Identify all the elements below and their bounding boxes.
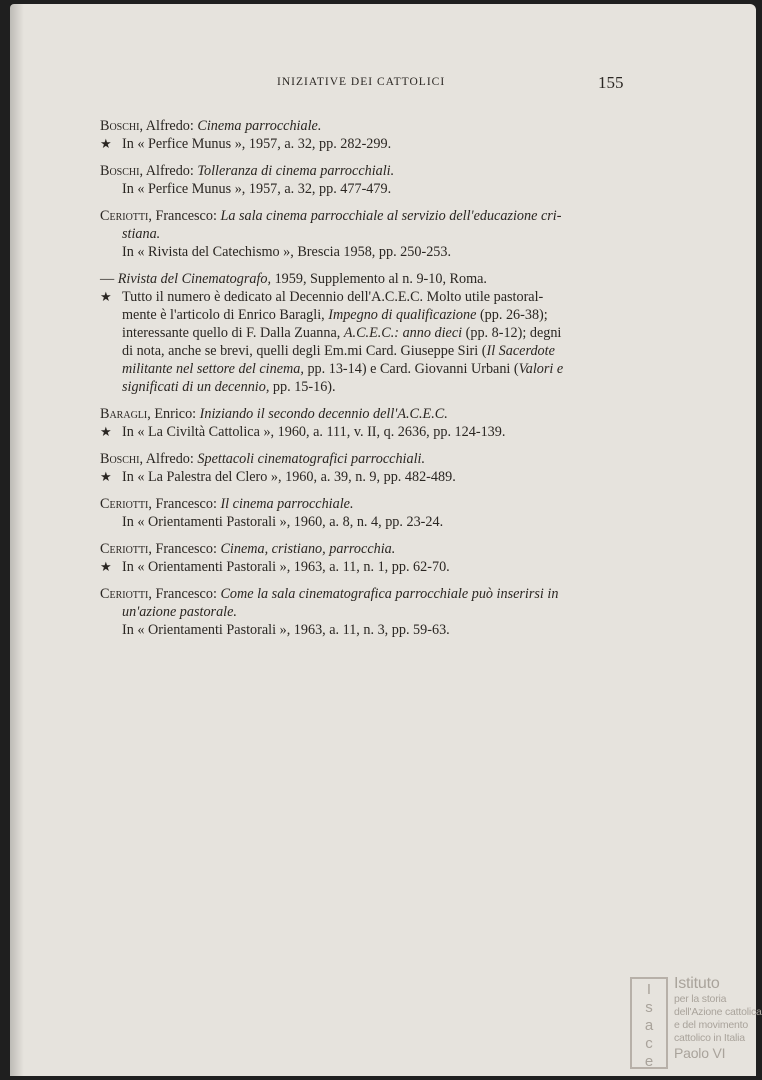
entry-note: ★ Tutto il numero è dedicato al Decennio dell'A.C.E.C. Molto utile pastoral- mente è l'articolo di Enrico Baragli, Impegno di qualificazione (pp. 26-38); interessante quello di F. Dalla Zuanna, A.C.E.C.: anno dieci (pp. 8-12); degni di nota, anche se brevi, quelli degli Em.mi Card. Giuseppe Siri (Il Sacerdote militante nel settore del cinema, pp. 13-14) e Card. Giovanni Urbani (Valori e significati di un decennio, pp. 15-16). (100, 289, 564, 395)
entry-author: Ceriotti (100, 208, 149, 224)
entry-title-continued: un'azione pastorale. (122, 604, 237, 620)
bibliography-entry: Ceriotti, Francesco: Come la sala cinematografica parrocchiale può inserirsi in un'azione pastorale. In « Orientamenti Pastorali », 1963, a. 11, n. 3, pp. 59-63. (100, 586, 559, 638)
entry-author: Boschi (100, 451, 140, 467)
entry-title: Rivista del Cinematografo, (117, 271, 272, 287)
entry-title: Iniziando il secondo decennio dell'A.C.E.C. (199, 406, 448, 422)
star-icon: ★ (100, 136, 112, 151)
entry-publication: In « La Civiltà Cattolica », 1960, a. 111, v. II, q. 2636, pp. 124-139. (122, 424, 506, 440)
entry-author: Boschi (100, 163, 140, 179)
entry-author: Boschi (100, 118, 140, 134)
entry-author: Ceriotti (100, 496, 149, 512)
bibliography-entry: Boschi, Alfredo: Spettacoli cinematografici parrocchiali. ★ In « La Palestra del Clero », 1960, a. 39, n. 9, pp. 482-489. (100, 451, 456, 485)
page-gutter-shadow (10, 4, 24, 1076)
star-icon: ★ (100, 289, 112, 304)
watermark-logo: I s a c e (630, 977, 668, 1069)
entry-publication: In « La Palestra del Clero », 1960, a. 39, n. 9, pp. 482-489. (122, 469, 456, 485)
entry-title: Come la sala cinematografica parrocchiale può inserirsi in (220, 586, 559, 602)
bibliography-entry: — Rivista del Cinematografo, 1959, Supplemento al n. 9-10, Roma. ★ Tutto il numero è dedicato al Decennio dell'A.C.E.C. Molto utile pastoral- mente è l'articolo di Enrico Baragli, Impegno di qualificazione (pp. 26-38); interessante quello di F. Dalla Zuanna, A.C.E.C.: anno dieci (pp. 8-12); degni di nota, anche se brevi, quelli degli Em.mi Card. Giuseppe Siri (Il Sacerdote militante nel settore del cinema, pp. 13-14) e Card. Giovanni Urbani (Valori e significati di un decennio, pp. 15-16). (100, 270, 630, 396)
entry-publication: In « Perfice Munus », 1957, a. 32, pp. 477-479. (122, 181, 392, 197)
entry-title: La sala cinema parrocchiale al servizio dell'educazione cri- (220, 208, 562, 224)
star-icon: ★ (100, 559, 112, 574)
entry-publication: In « Orientamenti Pastorali », 1963, a. 11, n. 1, pp. 62-70. (122, 559, 450, 575)
watermark-text: Istituto per la storia dell'Azione cattolica e del movimento cattolico in Italia Paolo VI (674, 975, 762, 1061)
isacem-watermark (630, 975, 762, 1070)
entry-publication: In « Orientamenti Pastorali », 1963, a. 11, n. 3, pp. 59-63. (122, 622, 450, 638)
entry-publication: In « Rivista del Catechismo », Brescia 1958, pp. 250-253. (122, 244, 452, 260)
entry-title: Tolleranza di cinema parrocchiali. (197, 163, 395, 179)
bibliography-entry: Ceriotti, Francesco: La sala cinema parrocchiale al servizio dell'educazione cri- stiana. In « Rivista del Catechismo », Brescia 1958, pp. 250-253. (100, 208, 562, 260)
entry-title-continued: stiana. (122, 226, 161, 242)
bibliography-list (100, 117, 630, 648)
bibliography-entry: Boschi, Alfredo: Cinema parrocchiale. ★ In « Perfice Munus », 1957, a. 32, pp. 282-299. (100, 118, 392, 152)
entry-title: Il cinema parrocchiale. (220, 496, 354, 512)
star-icon: ★ (100, 469, 112, 484)
entry-author: Baragli (100, 406, 148, 422)
running-head-title: INIZIATIVE DEI CATTOLICI (277, 76, 446, 88)
entry-publication: In « Perfice Munus », 1957, a. 32, pp. 282-299. (122, 136, 392, 152)
entry-author: Ceriotti (100, 541, 149, 557)
entry-author: Ceriotti (100, 586, 149, 602)
page-number: 155 (598, 73, 624, 92)
bibliography-entry: Baragli, Enrico: Iniziando il secondo decennio dell'A.C.E.C. ★ In « La Civiltà Cattolica », 1960, a. 111, v. II, q. 2636, pp. 124-139. (100, 406, 506, 440)
running-head (10, 73, 756, 95)
star-icon: ★ (100, 424, 112, 439)
entry-title: Cinema parrocchiale. (197, 118, 322, 134)
entry-title: Spettacoli cinematografici parrocchiali. (197, 451, 426, 467)
bibliography-entry: Ceriotti, Francesco: Il cinema parrocchiale. In « Orientamenti Pastorali », 1960, a. 8, n. 4, pp. 23-24. (100, 496, 444, 530)
book-page (10, 4, 756, 1076)
entry-publication: In « Orientamenti Pastorali », 1960, a. 8, n. 4, pp. 23-24. (122, 514, 444, 530)
bibliography-entry: Ceriotti, Francesco: Cinema, cristiano, parrocchia. ★ In « Orientamenti Pastorali », 1963, a. 11, n. 1, pp. 62-70. (100, 541, 450, 575)
bibliography-entry: Boschi, Alfredo: Tolleranza di cinema parrocchiali. In « Perfice Munus », 1957, a. 32, pp. 477-479. (100, 163, 395, 197)
entry-title: Cinema, cristiano, parrocchia. (220, 541, 396, 557)
